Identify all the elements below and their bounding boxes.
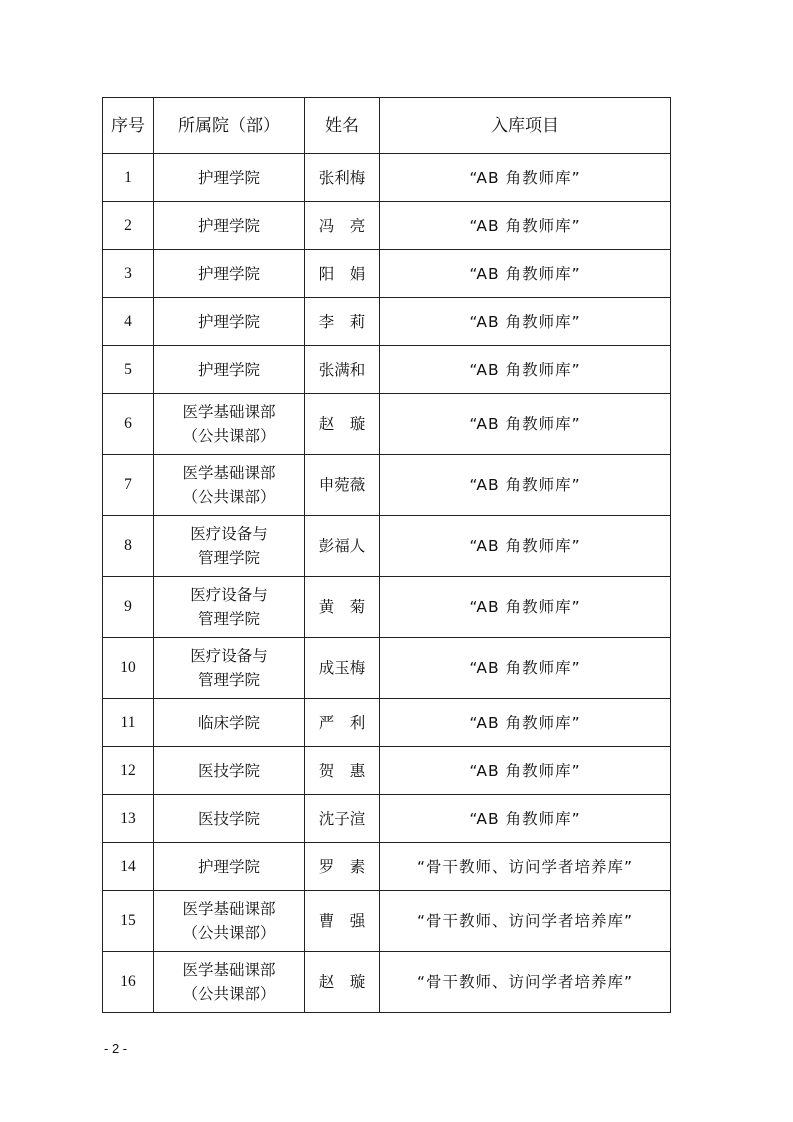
department-line: 护理学院 <box>197 264 260 283</box>
cell-department <box>154 394 305 455</box>
table-row <box>103 891 671 952</box>
cell-department <box>154 516 305 577</box>
table-row <box>103 952 671 1013</box>
department-line: 护理学院 <box>197 312 260 331</box>
cell-name: 黄 菊 <box>305 577 380 638</box>
page-number: - 2 - <box>104 1041 128 1056</box>
cell-name: 沈子渲 <box>305 795 380 843</box>
table-row <box>103 202 671 250</box>
cell-name: 张利梅 <box>305 154 380 202</box>
header-serial: 序号 <box>103 98 154 154</box>
table-row <box>103 795 671 843</box>
table-header-row <box>103 98 671 154</box>
teacher-roster-table <box>102 97 671 1013</box>
cell-name: 申菀薇 <box>305 455 380 516</box>
department-line: （公共课部） <box>182 488 276 506</box>
cell-project: “AB 角教师库” <box>380 699 671 747</box>
cell-department <box>154 250 305 298</box>
table-row <box>103 250 671 298</box>
cell-name: 成玉梅 <box>305 638 380 699</box>
cell-serial: 9 <box>103 577 154 638</box>
department-line: 医疗设备与 <box>190 525 268 543</box>
header-name: 姓名 <box>305 98 380 154</box>
department-line: 护理学院 <box>197 216 260 235</box>
cell-department <box>154 699 305 747</box>
cell-department <box>154 577 305 638</box>
cell-project: “AB 角教师库” <box>380 795 671 843</box>
header-department: 所属院（部） <box>154 98 305 154</box>
table-row <box>103 699 671 747</box>
cell-name: 罗 素 <box>305 843 380 891</box>
cell-name: 张满和 <box>305 346 380 394</box>
cell-project: “AB 角教师库” <box>380 202 671 250</box>
cell-serial: 8 <box>103 516 154 577</box>
cell-serial: 5 <box>103 346 154 394</box>
cell-serial: 3 <box>103 250 154 298</box>
department-line: 医学基础课部 <box>182 961 276 979</box>
cell-serial: 2 <box>103 202 154 250</box>
cell-department <box>154 154 305 202</box>
cell-department <box>154 298 305 346</box>
cell-project: “AB 角教师库” <box>380 154 671 202</box>
cell-project: “AB 角教师库” <box>380 250 671 298</box>
cell-name: 李 莉 <box>305 298 380 346</box>
department-line: 管理学院 <box>197 610 260 628</box>
table-row <box>103 638 671 699</box>
department-line: 医学基础课部 <box>182 464 276 482</box>
table-row <box>103 843 671 891</box>
cell-project: “骨干教师、访问学者培养库” <box>380 843 671 891</box>
department-line: 医疗设备与 <box>190 586 268 604</box>
department-line: （公共课部） <box>182 427 276 445</box>
cell-project: “骨干教师、访问学者培养库” <box>380 952 671 1013</box>
table-row <box>103 154 671 202</box>
cell-name: 冯 亮 <box>305 202 380 250</box>
cell-serial: 7 <box>103 455 154 516</box>
cell-project: “AB 角教师库” <box>380 394 671 455</box>
cell-serial: 4 <box>103 298 154 346</box>
table-row <box>103 747 671 795</box>
cell-name: 贺 惠 <box>305 747 380 795</box>
cell-name: 曹 强 <box>305 891 380 952</box>
cell-serial: 15 <box>103 891 154 952</box>
table-row <box>103 455 671 516</box>
cell-department <box>154 747 305 795</box>
table-row <box>103 577 671 638</box>
cell-department <box>154 952 305 1013</box>
cell-department <box>154 843 305 891</box>
department-line: 临床学院 <box>197 713 260 732</box>
cell-serial: 13 <box>103 795 154 843</box>
cell-name: 赵 璇 <box>305 952 380 1013</box>
cell-serial: 1 <box>103 154 154 202</box>
department-line: 管理学院 <box>197 671 260 689</box>
cell-project: “AB 角教师库” <box>380 455 671 516</box>
cell-project: “AB 角教师库” <box>380 298 671 346</box>
department-line: 医技学院 <box>197 761 260 780</box>
table-body <box>103 154 671 1013</box>
cell-project: “AB 角教师库” <box>380 638 671 699</box>
department-line: 管理学院 <box>197 549 260 567</box>
cell-serial: 12 <box>103 747 154 795</box>
department-line: 护理学院 <box>197 857 260 876</box>
cell-department <box>154 455 305 516</box>
table-row <box>103 394 671 455</box>
table-row <box>103 298 671 346</box>
cell-department <box>154 638 305 699</box>
cell-department <box>154 795 305 843</box>
cell-project: “AB 角教师库” <box>380 346 671 394</box>
cell-name: 赵 璇 <box>305 394 380 455</box>
cell-project: “骨干教师、访问学者培养库” <box>380 891 671 952</box>
cell-serial: 14 <box>103 843 154 891</box>
cell-project: “AB 角教师库” <box>380 747 671 795</box>
department-line: 医疗设备与 <box>190 647 268 665</box>
cell-serial: 16 <box>103 952 154 1013</box>
cell-name: 严 利 <box>305 699 380 747</box>
department-line: 护理学院 <box>197 168 260 187</box>
department-line: 医技学院 <box>197 809 260 828</box>
cell-project: “AB 角教师库” <box>380 577 671 638</box>
cell-name: 阳 娟 <box>305 250 380 298</box>
department-line: 医学基础课部 <box>182 900 276 918</box>
cell-department <box>154 346 305 394</box>
department-line: 医学基础课部 <box>182 403 276 421</box>
department-line: （公共课部） <box>182 985 276 1003</box>
department-line: （公共课部） <box>182 924 276 942</box>
cell-name: 彭福人 <box>305 516 380 577</box>
cell-department <box>154 891 305 952</box>
department-line: 护理学院 <box>197 360 260 379</box>
header-project: 入库项目 <box>380 98 671 154</box>
cell-serial: 10 <box>103 638 154 699</box>
table-row <box>103 516 671 577</box>
cell-department <box>154 202 305 250</box>
table-row <box>103 346 671 394</box>
cell-serial: 11 <box>103 699 154 747</box>
cell-serial: 6 <box>103 394 154 455</box>
cell-project: “AB 角教师库” <box>380 516 671 577</box>
